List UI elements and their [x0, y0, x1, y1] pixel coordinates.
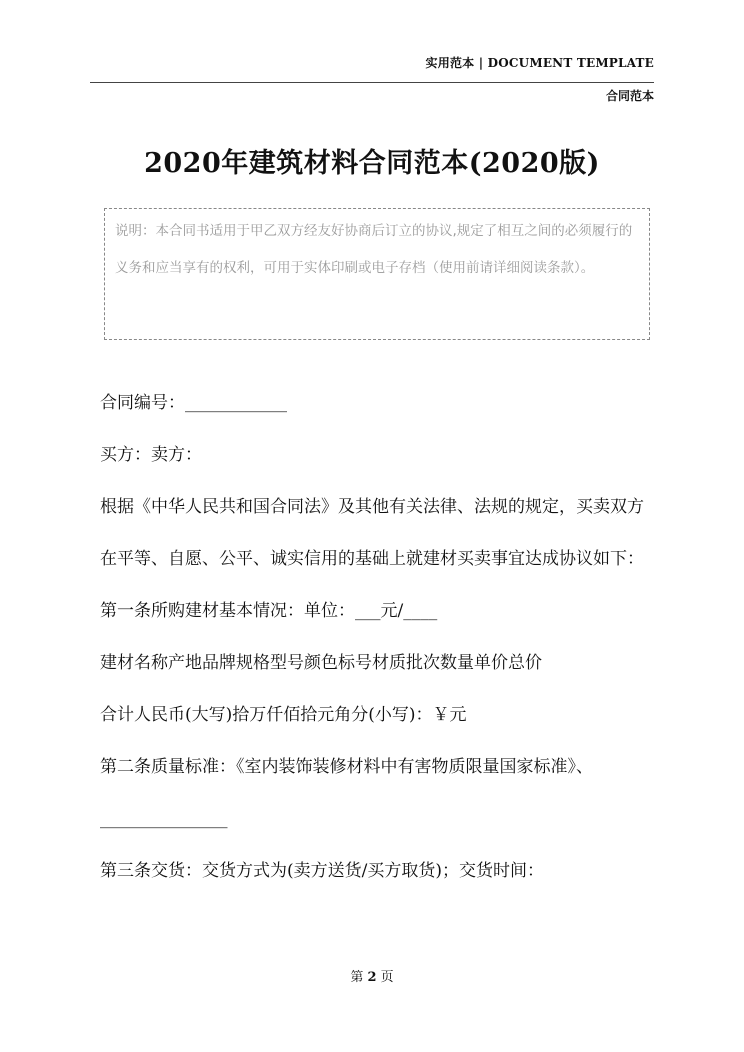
page-number-value: 2: [367, 970, 377, 985]
header-divider: [90, 82, 654, 83]
article-3: 第三条交货：交货方式为(卖方送货/买方取货)；交货时间：: [100, 861, 544, 881]
document-title: 2020年建筑材料合同范本(2020版): [144, 148, 600, 179]
contract-body: [100, 377, 660, 897]
page-number: [0, 966, 744, 985]
note-text: 说明：本合同书适用于甲乙双方经友好协商后订立的协议,规定了相互之间的必须履行的义务和应当享有的权利，可用于实体印刷或电子存档（使用前请详细阅读条款）。: [115, 223, 633, 276]
page-prefix: 第: [350, 970, 364, 985]
material-columns-line: 建材名称产地品牌规格型号颜色标号材质批次数量单价总价: [100, 653, 542, 673]
contract-number-line: 合同编号：____________: [100, 393, 287, 413]
header-category: 合同范本: [605, 89, 654, 103]
preamble-paragraph: 根据《中华人民共和国合同法》及其他有关法律、法规的规定，买卖双方在平等、自愿、公平、诚实信用的基础上就建材买卖事宜达成协议如下：: [100, 497, 644, 569]
article-2-blank: _______________: [100, 809, 228, 829]
total-amount-line: 合计人民币(大写)拾万仟佰拾元角分(小写)：￥元: [100, 705, 467, 725]
page-suffix: 页: [380, 970, 394, 985]
header-brand-line: 实用范本 | DOCUMENT TEMPLATE: [425, 56, 654, 70]
note-box: [104, 208, 650, 340]
article-2: 第二条质量标准：《室内装饰装修材料中有害物质限量国家标准》、: [100, 757, 593, 777]
article-1: 第一条所购建材基本情况：单位：___元/____: [100, 601, 438, 621]
parties-line: 买方：卖方：: [100, 445, 202, 465]
